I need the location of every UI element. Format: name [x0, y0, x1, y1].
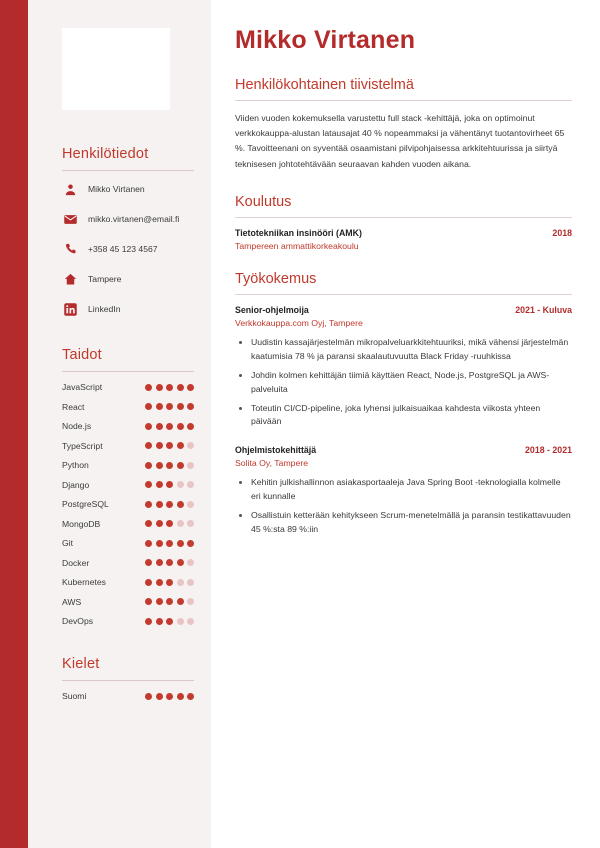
- page-title: Mikko Virtanen: [235, 26, 416, 54]
- rating-dot: [145, 598, 152, 605]
- skills-rating: [145, 579, 194, 586]
- rating-dot: [156, 384, 163, 391]
- contact-text: +358 45 123 4567: [88, 243, 158, 254]
- skills-name: DevOps: [62, 616, 94, 626]
- summary-text: Viiden vuoden kokemuksella varustettu full stack -kehittäjä, joka on optimoinut verkkokauppa-alustan latausajat 40 % nopeammaksi ja vähentänyt tuotantovirheet 65 %. Tavoitteenani on syventää osaamistani pilvipohjaisessa arkkitehtuurissa ja siirtyä teknisesen johtotehtävään seuraavan kahden vuoden aikana.: [235, 113, 565, 169]
- list-item: • Uudistin kassajärjestelmän mikropalveluarkkitehtuuriksi, mikä vähensi järjestelmän kaatumisia 78 % ja paransi skaalautuvuutta Black Friday -ruuhkissa: [251, 336, 572, 364]
- rating-dot: [166, 481, 173, 488]
- skills-name: Docker: [62, 557, 90, 568]
- rating-dot: [177, 559, 184, 566]
- list-item: [62, 460, 194, 470]
- list-item: • Johdin kolmen kehittäjän tiimiä käyttäen React, Node.js, PostgreSQL ja AWS-palveluita: [251, 369, 572, 397]
- rating-dot: [177, 598, 184, 605]
- languages-list: [62, 691, 194, 701]
- rating-dot: [187, 501, 194, 508]
- rating-dot: [145, 559, 152, 566]
- section-education: [235, 194, 572, 251]
- rating-dot: [177, 462, 184, 469]
- divider: [235, 100, 572, 101]
- list-item: • Toteutin CI/CD-pipeline, joka lyhensi julkaisuaikaa kahdesta viikosta yhteen päivään: [251, 402, 572, 430]
- rating-dot: [145, 501, 152, 508]
- rating-dot: [166, 693, 173, 700]
- divider: [62, 680, 194, 681]
- rating-dot: [177, 579, 184, 586]
- skills-rating: [145, 442, 194, 449]
- skills-name: Node.js: [62, 421, 92, 431]
- skills-name: PostgreSQL: [62, 499, 109, 509]
- skills-rating: [145, 559, 194, 566]
- rating-dot: [145, 403, 152, 410]
- rating-dot: [145, 520, 152, 527]
- rating-dot: [156, 559, 163, 566]
- list-item: [62, 402, 194, 412]
- contact-item-email[interactable]: [62, 211, 194, 227]
- rating-dot: [177, 618, 184, 625]
- rating-dot: [187, 384, 194, 391]
- rating-dot: [156, 540, 163, 547]
- languages-name: Suomi: [62, 691, 87, 701]
- rating-dot: [166, 520, 173, 527]
- rating-dot: [156, 579, 163, 586]
- rating-dot: [177, 403, 184, 410]
- rating-dot: [187, 693, 194, 700]
- list-item: • Kehitin julkishallinnon asiakasportaaleja Java Spring Boot -teknologialla kolmelle eri kunnalle: [251, 476, 572, 504]
- rating-dot: [177, 693, 184, 700]
- divider: [235, 217, 572, 218]
- rating-dot: [156, 693, 163, 700]
- skills-name: MongoDB: [62, 518, 101, 529]
- rating-dot: [166, 501, 173, 508]
- rating-dot: [166, 579, 173, 586]
- rating-dot: [166, 462, 173, 469]
- rating-dot: [156, 618, 163, 625]
- divider: [62, 371, 194, 372]
- list-item: [62, 577, 194, 587]
- rating-dot: [166, 384, 173, 391]
- entry-organization: Verkkokauppa.com Oyj, Tampere: [235, 317, 363, 328]
- envelope-icon: [62, 211, 78, 227]
- experience-list: [235, 305, 572, 537]
- skills-list: [62, 382, 194, 626]
- list-item: [62, 499, 194, 509]
- rating-dot: [177, 501, 184, 508]
- linkedin-icon: [62, 301, 78, 317]
- rating-dot: [177, 423, 184, 430]
- skills-rating: [145, 501, 194, 508]
- skills-name: Django: [62, 479, 90, 490]
- experience-entry: [235, 305, 572, 430]
- skills-rating: [145, 540, 194, 547]
- contact-item-name: [62, 181, 194, 197]
- skills-name: JavaScript: [62, 382, 103, 392]
- rating-dot: [187, 520, 194, 527]
- entry-bullet-list: [235, 476, 572, 537]
- experience-entry: [235, 445, 572, 537]
- list-item: [62, 480, 194, 490]
- left-accent-stripe: [0, 0, 28, 848]
- entry-header: [235, 305, 572, 315]
- rating-dot: [166, 540, 173, 547]
- rating-dot: [187, 579, 194, 586]
- rating-dot: [156, 520, 163, 527]
- rating-dot: [166, 442, 173, 449]
- contact-text: Mikko Virtanen: [88, 183, 145, 194]
- rating-dot: [145, 442, 152, 449]
- phone-icon: [62, 241, 78, 257]
- education-list: [235, 228, 572, 251]
- section-title-experience: Työkokemus: [235, 270, 317, 287]
- contact-text: mikko.virtanen@email.fi: [88, 213, 180, 224]
- divider: [235, 294, 572, 295]
- rating-dot: [166, 598, 173, 605]
- skills-rating: [145, 618, 194, 625]
- rating-dot: [187, 540, 194, 547]
- skills-name: Kubernetes: [62, 577, 106, 587]
- entry-date: 2018 - 2021: [525, 445, 572, 456]
- skills-rating: [145, 462, 194, 469]
- list-item: [62, 597, 194, 607]
- rating-dot: [166, 403, 173, 410]
- skills-name: AWS: [62, 596, 82, 607]
- entry-date: 2021 - Kuluva: [515, 304, 572, 315]
- skills-rating: [145, 520, 194, 527]
- list-item: [62, 691, 194, 701]
- entry-organization: Solita Oy, Tampere: [235, 458, 309, 469]
- list-item: [62, 616, 194, 626]
- rating-dot: [145, 384, 152, 391]
- skills-name: Git: [62, 538, 73, 548]
- rating-dot: [187, 403, 194, 410]
- rating-dot: [177, 384, 184, 391]
- entry-header: [235, 228, 572, 238]
- section-title-education: Koulutus: [235, 193, 292, 210]
- person-icon: [62, 181, 78, 197]
- rating-dot: [145, 693, 152, 700]
- skills-rating: [145, 403, 194, 410]
- main-content: [211, 0, 600, 848]
- rating-dot: [156, 423, 163, 430]
- rating-dot: [145, 540, 152, 547]
- languages-rating: [145, 693, 194, 700]
- contact-item-linkedin[interactable]: [62, 301, 194, 317]
- rating-dot: [156, 598, 163, 605]
- entry-header: [235, 445, 572, 455]
- rating-dot: [177, 481, 184, 488]
- rating-dot: [145, 579, 152, 586]
- list-item: • Osallistuin ketterään kehitykseen Scrum-menetelmällä ja paransin testikattavuuden 45 %:sta 89 %:iin: [251, 509, 572, 537]
- rating-dot: [187, 481, 194, 488]
- rating-dot: [145, 462, 152, 469]
- sidebar: [28, 0, 211, 848]
- entry-title: Senior-ohjelmoija: [235, 304, 309, 315]
- rating-dot: [166, 559, 173, 566]
- list-item: [62, 538, 194, 548]
- rating-dot: [156, 481, 163, 488]
- entry-date: 2018: [552, 227, 572, 238]
- skills-rating: [145, 598, 194, 605]
- rating-dot: [187, 423, 194, 430]
- list-item: [62, 421, 194, 431]
- rating-dot: [156, 442, 163, 449]
- rating-dot: [177, 442, 184, 449]
- skills-name: Python: [62, 460, 89, 470]
- divider: [62, 170, 194, 171]
- contact-item-phone[interactable]: [62, 241, 194, 257]
- sidebar-section-title-languages: Kielet: [62, 656, 100, 672]
- rating-dot: [156, 462, 163, 469]
- list-item: [62, 519, 194, 529]
- education-entry: [235, 228, 572, 251]
- entry-title: Tietotekniikan insinööri (AMK): [235, 227, 362, 238]
- skills-rating: [145, 423, 194, 430]
- skills-name: TypeScript: [62, 440, 103, 451]
- rating-dot: [177, 520, 184, 527]
- list-item: [62, 558, 194, 568]
- rating-dot: [156, 501, 163, 508]
- rating-dot: [187, 442, 194, 449]
- contact-text: LinkedIn: [88, 303, 121, 314]
- skills-rating: [145, 384, 194, 391]
- entry-organization: Tampereen ammattikorkeakoulu: [235, 240, 359, 251]
- rating-dot: [166, 618, 173, 625]
- rating-dot: [187, 462, 194, 469]
- rating-dot: [187, 618, 194, 625]
- rating-dot: [187, 559, 194, 566]
- section-experience: [235, 271, 572, 537]
- entry-bullet-list: [235, 336, 572, 430]
- list-item: [62, 382, 194, 392]
- rating-dot: [145, 481, 152, 488]
- rating-dot: [156, 403, 163, 410]
- skills-rating: [145, 481, 194, 488]
- rating-dot: [177, 540, 184, 547]
- sidebar-section-title-personal: Henkilötiedot: [62, 146, 149, 162]
- profile-photo-placeholder: [62, 28, 170, 110]
- home-icon: [62, 271, 78, 287]
- contact-text: Tampere: [88, 273, 122, 284]
- rating-dot: [166, 423, 173, 430]
- sidebar-section-title-skills: Taidot: [62, 347, 102, 363]
- rating-dot: [145, 423, 152, 430]
- rating-dot: [145, 618, 152, 625]
- section-title-summary: Henkilökohtainen tiivistelmä: [235, 77, 414, 93]
- entry-title: Ohjelmistokehittäjä: [235, 445, 317, 456]
- contact-item-location: [62, 271, 194, 287]
- rating-dot: [187, 598, 194, 605]
- section-summary: [235, 77, 572, 172]
- skills-name: React: [62, 401, 85, 412]
- list-item: [62, 441, 194, 451]
